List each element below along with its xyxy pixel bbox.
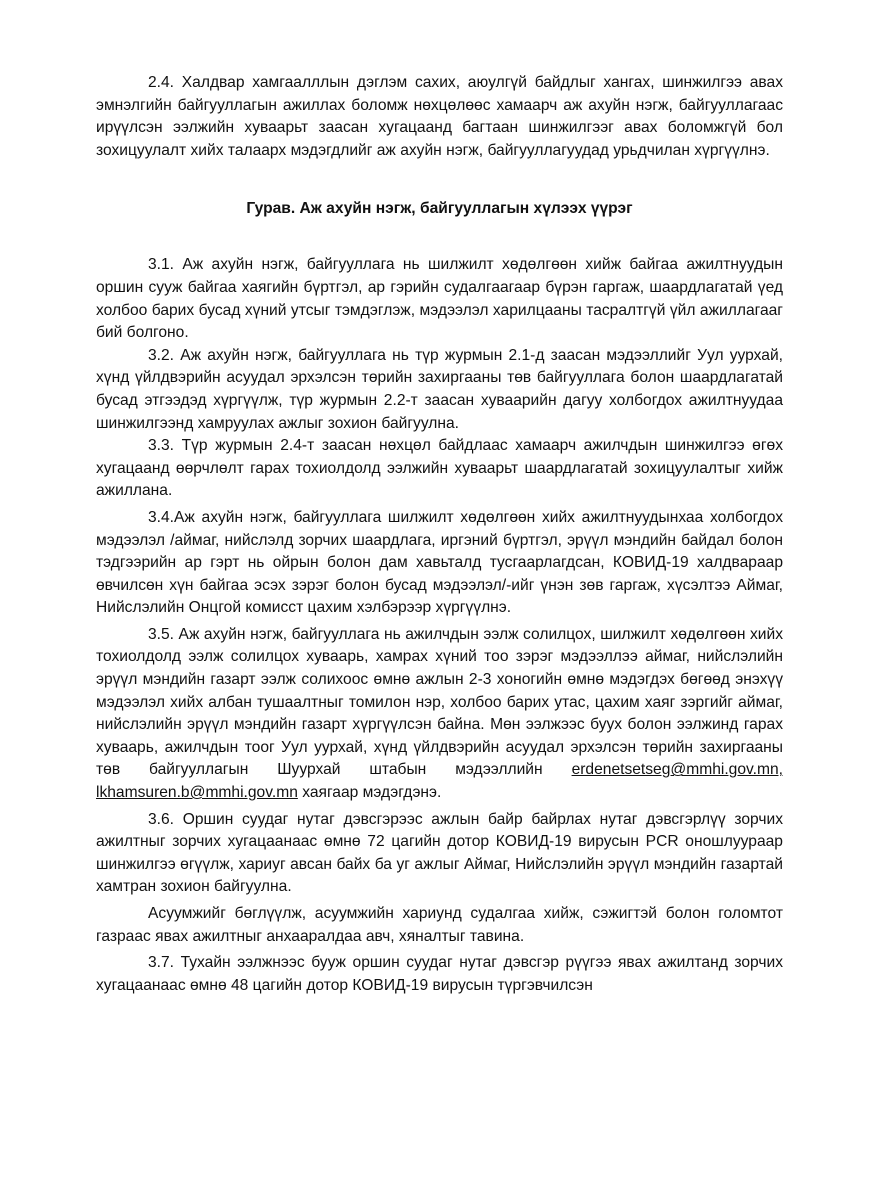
paragraph-3-3: 3.3. Түр журмын 2.4-т заасан нөхцөл байдлаас хамаарч ажилчдын шинжилгээ өгөх хугацаанд өөрчлөлт гарах тохиолдолд ээлжийн хуваарьт шаардлагатай зохицуулалтыг хийж ажиллана. [96, 437, 783, 500]
paragraph-3-5-text: 3.5. Аж ахуйн нэгж, байгууллага нь ажилчдын ээлж солилцох, шилжилт хөдөлгөөн хийх тохиолдолд ээлж солилцох хуваарь, хамрах хүний тоо зэрэг мэдээллээ аймаг, нийслэлийн эрүүл мэндийн газарт ээлж солихоос өмнө ажлын 2-3 хоногийн өмнө мэдэгдэх бөгөөд энэхүү мэдээлэл хийх албан тушаалтныг томилон нэр, холбоо барих утас, цахим хаяг зэргийг аймаг, нийслэлийн эрүүл мэндийн газарт хүргүүлсэн байна. Мөн ээлжээс буух болон ээлжинд гарах хуваарь, ажилчдын тоог Уул уурхай, хүнд үйлдвэрийн асуудал эрхэлсэн төрийн захиргааны төв байгууллагын Шуурхай штабын мэдээллийн [96, 625, 783, 779]
paragraph-3-6-questionnaire: Асуумжийг бөглүүлж, асуумжийн хариунд судалгаа хийж, сэжигтэй болон голомтот газраас явах ажилтныг анхааралдаа авч, хяналтыг тавина. [96, 905, 783, 945]
paragraph-3-1: 3.1. Аж ахуйн нэгж, байгууллага нь шилжилт хөдөлгөөн хийж байгаа ажилтнуудын оршин сууж байгаа хаягийн бүртгэл, ар гэрийн судалгаагаар бүрэн гаргаж, шаардлагатай үед холбоо барих бусад хүний утсыг тэмдэглэж, мэдээлэл харилцааны тасралтгүй үйл ажиллагааг бий болгоно. [96, 256, 783, 342]
paragraph-2-4: 2.4. Халдвар хамгаалллын дэглэм сахих, аюулгүй байдлыг хангах, шинжилгээ авах эмнэлгийн байгууллагын ажиллах боломж нөхцөлөөс хамаарч аж ахуйн нэгж, байгууллагаас ирүүлсэн ээлжийн хуваарьт заасан хугацаанд багтаан шинжилгээг авах боломжгүй бол зохицуулалт хийх талаарх мэдэгдлийг аж ахуйн нэгж, байгууллагуудад урьдчилан хүргүүлнэ. [96, 74, 783, 159]
section-heading-3: Гурав. Аж ахуйн нэгж, байгууллагын хүлээх үүрэг [246, 200, 633, 218]
paragraph-3-2: 3.2. Аж ахуйн нэгж, байгууллага нь түр журмын 2.1-д заасан мэдээллийг Уул уурхай, хүнд үйлдвэрийн асуудал эрхэлсэн төрийн захиргааны төв байгууллага болон шаардлагатай бусад этгээдэд хүргүүлж, түр журмын 2.2-т заасан хуваарийн дагуу холбогдох ажилтнуудаа шинжилгээнд хамруулах ажлыг зохион байгуулна. [96, 346, 783, 432]
email-link-erdenetsetseg[interactable]: erdenetsetseg@mmhi.gov.mn, [571, 761, 783, 779]
paragraph-3-7: 3.7. Тухайн ээлжнээс бууж оршин суудаг нутаг дэвсгэр рүүгээ явах ажилтанд зорчих хугацаанаас өмнө 48 цагийн дотор КОВИД-19 вирусын түргэвчилсэн [96, 954, 783, 994]
email-link-lkhamsuren[interactable]: lkhamsuren.b@mmhi.gov.mn [96, 784, 298, 802]
paragraph-3-6: 3.6. Оршин суудаг нутаг дэвсгэрээс ажлын байр байрлах нутаг дэвсгэрлүү зорчих ажилтныг зорчих хугацаанаас өмнө 72 цагийн дотор КОВИД-19 вирусын PCR оношлуураар шинжилгээ өгүүлж, хариуг авсан байх ба уг ажлыг Аймаг, Нийслэлийн эрүүл мэндийн газартай хамтран зохион байгуулна. [96, 810, 783, 896]
paragraph-3-5 [96, 624, 783, 805]
paragraph-3-5-tail: хаягаар мэдэгдэнэ. [302, 784, 442, 802]
paragraph-3-4: 3.4.Аж ахуйн нэгж, байгууллага шилжилт хөдөлгөөн хийх ажилтнуудынхаа холбогдох мэдээлэл /аймаг, нийслэлд зорчих шаардлага, иргэний бүртгэл, эрүүл мэндийн байдал болон тэдгээрийн ар гэрт нь ойрын болон дам хавьталд тусгаарлагдсан, КОВИД-19 халдвараар өвчилсөн хүн байгаа эсэх зэрэг болон бусад мэдээлэл/-ийг үнэн зөв гаргаж, хүсэлтээ Аймаг, Нийслэлийн Онцгой комисст цахим хэлбэрээр хүргүүлнэ. [96, 508, 783, 617]
